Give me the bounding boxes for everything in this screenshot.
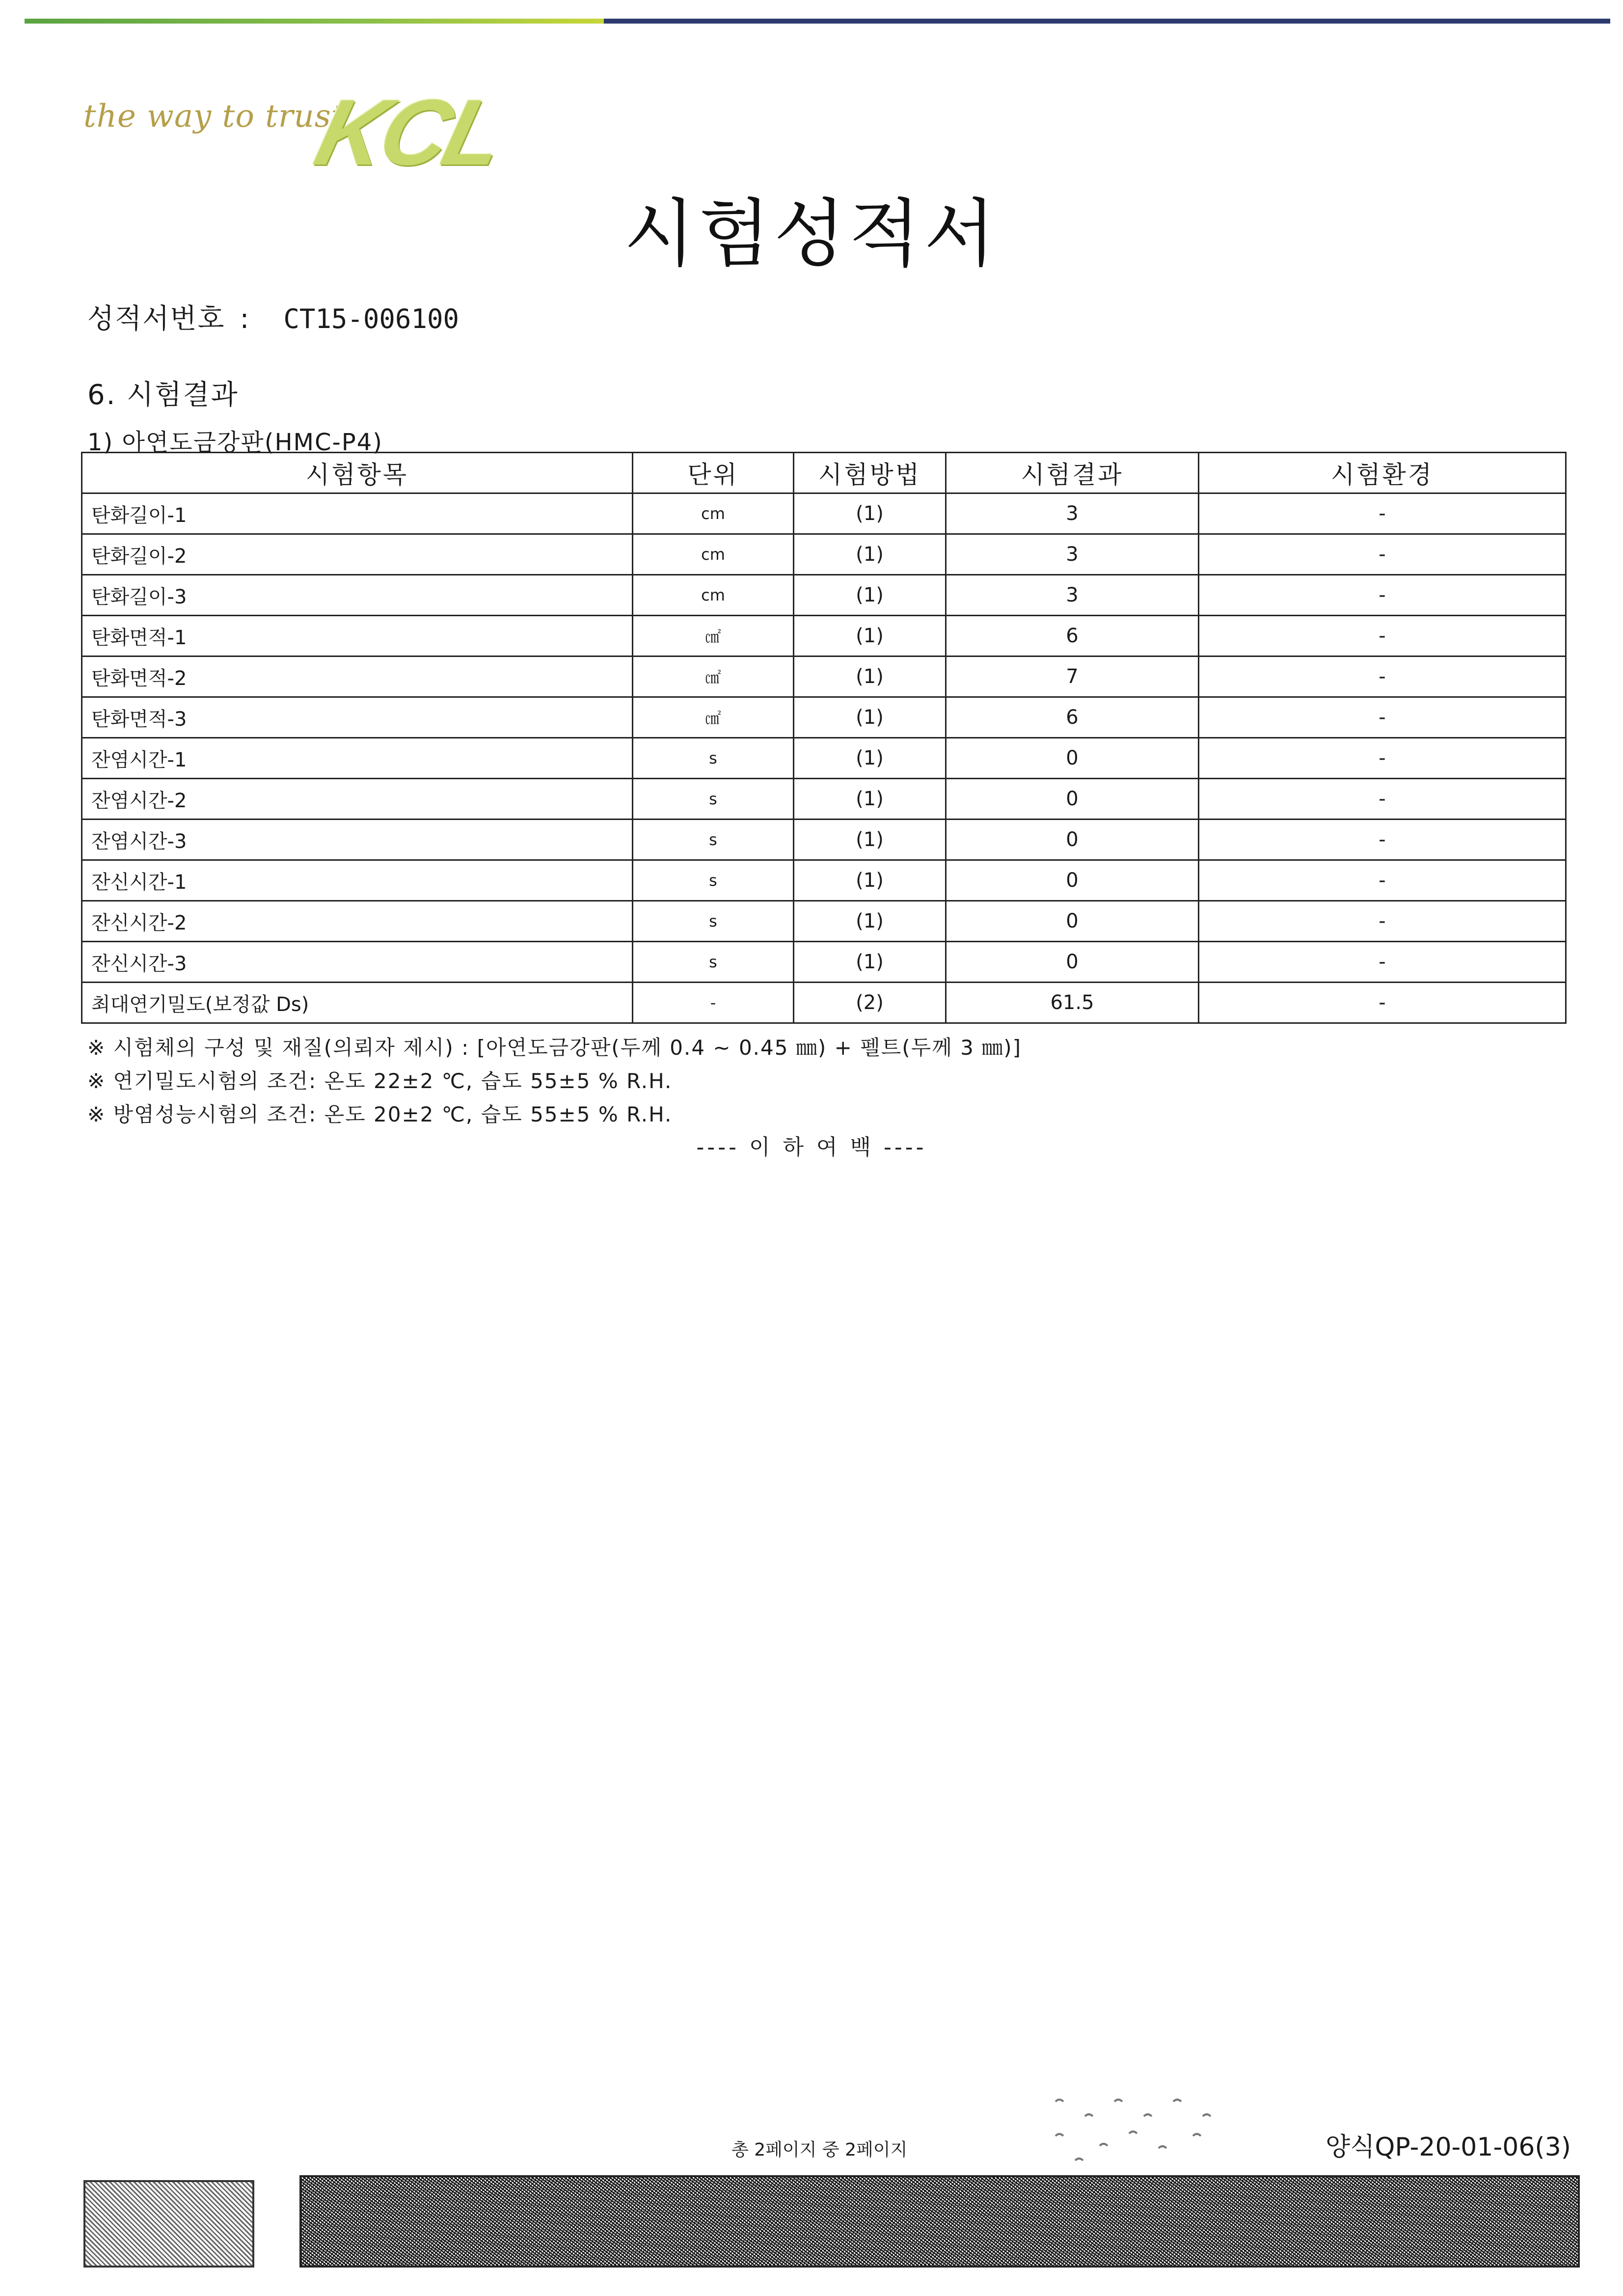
cell-result: 0	[946, 738, 1199, 779]
table-row	[82, 901, 1566, 942]
cell-result: 0	[946, 820, 1199, 860]
cell-item: 탄화길이-1	[82, 493, 633, 534]
cell-method: (1)	[794, 656, 946, 697]
cell-environment: -	[1199, 983, 1566, 1023]
cell-item: 잔신시간-1	[82, 860, 633, 901]
section-title: 6. 시험결과	[87, 379, 239, 411]
table-row	[82, 820, 1566, 860]
certificate-number-row	[87, 297, 459, 336]
cell-item: 탄화면적-3	[82, 697, 633, 738]
cell-item: 탄화면적-1	[82, 616, 633, 656]
cell-method: (1)	[794, 942, 946, 983]
cell-item: 최대연기밀도(보정값 Ds)	[82, 983, 633, 1023]
header-result: 시험결과	[946, 453, 1199, 493]
cell-environment: -	[1199, 779, 1566, 820]
form-code: 양식QP-20-01-06(3)	[1325, 2132, 1571, 2162]
logo-mark: KCL	[306, 81, 512, 185]
document-title: 시험성적서	[623, 191, 1000, 277]
cell-unit: s	[633, 738, 794, 779]
header-bar-green	[25, 19, 604, 24]
cell-environment: -	[1199, 575, 1566, 616]
cell-unit: cm	[633, 534, 794, 575]
cell-environment: -	[1199, 493, 1566, 534]
cell-environment: -	[1199, 820, 1566, 860]
logo-tagline: the way to trust	[83, 98, 345, 135]
table-row	[82, 656, 1566, 697]
certificate-number-label: 성적서번호	[87, 303, 225, 335]
table-row	[82, 493, 1566, 534]
cell-result: 6	[946, 697, 1199, 738]
cell-method: (1)	[794, 575, 946, 616]
cell-item: 탄화면적-2	[82, 656, 633, 697]
page-info: 총 2페이지 중 2페이지	[731, 2140, 908, 2160]
cell-result: 0	[946, 779, 1199, 820]
cell-unit: ㎠	[633, 697, 794, 738]
table-row	[82, 534, 1566, 575]
certificate-colon: :	[240, 303, 249, 335]
cell-method: (1)	[794, 901, 946, 942]
header-method: 시험방법	[794, 453, 946, 493]
cell-result: 7	[946, 656, 1199, 697]
cell-item: 탄화길이-2	[82, 534, 633, 575]
table-row	[82, 616, 1566, 656]
cell-environment: -	[1199, 738, 1566, 779]
test-results-table	[81, 452, 1567, 1024]
cell-item: 잔신시간-2	[82, 901, 633, 942]
cell-unit: -	[633, 983, 794, 1023]
cell-item: 잔염시간-2	[82, 779, 633, 820]
cell-environment: -	[1199, 942, 1566, 983]
cell-unit: s	[633, 820, 794, 860]
cell-method: (1)	[794, 738, 946, 779]
cell-unit: s	[633, 901, 794, 942]
table-row	[82, 860, 1566, 901]
table-header-row	[82, 453, 1566, 493]
cell-unit: s	[633, 860, 794, 901]
cell-method: (1)	[794, 493, 946, 534]
note-flame-resistance-conditions: ※ 방염성능시험의 조건: 온도 20±2 ℃, 습도 55±5 % R.H.	[87, 1102, 673, 1126]
cell-environment: -	[1199, 616, 1566, 656]
table-row	[82, 738, 1566, 779]
note-smoke-density-conditions: ※ 연기밀도시험의 조건: 온도 22±2 ℃, 습도 55±5 % R.H.	[87, 1069, 673, 1093]
cell-result: 3	[946, 575, 1199, 616]
cell-item: 잔염시간-1	[82, 738, 633, 779]
cell-result: 61.5	[946, 983, 1199, 1023]
notes	[87, 1031, 1022, 1131]
cell-method: (1)	[794, 534, 946, 575]
blank-below-mark: ---- 이 하 여 백 ----	[696, 1135, 927, 1160]
cell-result: 6	[946, 616, 1199, 656]
cell-unit: ㎠	[633, 616, 794, 656]
cell-unit: ㎠	[633, 656, 794, 697]
cell-method: (2)	[794, 983, 946, 1023]
cell-result: 3	[946, 493, 1199, 534]
cell-environment: -	[1199, 860, 1566, 901]
cell-unit: s	[633, 779, 794, 820]
table-row	[82, 697, 1566, 738]
cell-result: 0	[946, 860, 1199, 901]
cell-environment: -	[1199, 697, 1566, 738]
cell-item: 잔염시간-3	[82, 820, 633, 860]
cell-method: (1)	[794, 616, 946, 656]
security-barcode-strip	[299, 2175, 1580, 2268]
cell-environment: -	[1199, 901, 1566, 942]
header-test-item: 시험항목	[82, 453, 633, 493]
table-row	[82, 942, 1566, 983]
table-row	[82, 575, 1566, 616]
subsection-title: 1) 아연도금강판(HMC-P4)	[87, 429, 383, 456]
header-environment: 시험환경	[1199, 453, 1566, 493]
cell-item: 잔신시간-3	[82, 942, 633, 983]
header-bar-navy	[604, 19, 1610, 24]
security-dot-pattern	[1046, 2087, 1232, 2170]
cell-environment: -	[1199, 656, 1566, 697]
cell-environment: -	[1199, 534, 1566, 575]
table-row	[82, 983, 1566, 1023]
cell-method: (1)	[794, 697, 946, 738]
cell-method: (1)	[794, 820, 946, 860]
cell-result: 0	[946, 901, 1199, 942]
cell-result: 0	[946, 942, 1199, 983]
qr-code-image	[83, 2180, 254, 2268]
cell-method: (1)	[794, 860, 946, 901]
cell-result: 3	[946, 534, 1199, 575]
cell-method: (1)	[794, 779, 946, 820]
cell-item: 탄화길이-3	[82, 575, 633, 616]
cell-unit: cm	[633, 493, 794, 534]
table-row	[82, 779, 1566, 820]
cell-unit: s	[633, 942, 794, 983]
note-specimen: ※ 시험체의 구성 및 재질(의뢰자 제시) : [아연도금강판(두께 0.4 ~ 0.45 ㎜) + 펠트(두께 3 ㎜)]	[87, 1036, 1022, 1060]
header-unit: 단위	[633, 453, 794, 493]
cell-unit: cm	[633, 575, 794, 616]
certificate-number: CT15-006100	[283, 303, 459, 334]
